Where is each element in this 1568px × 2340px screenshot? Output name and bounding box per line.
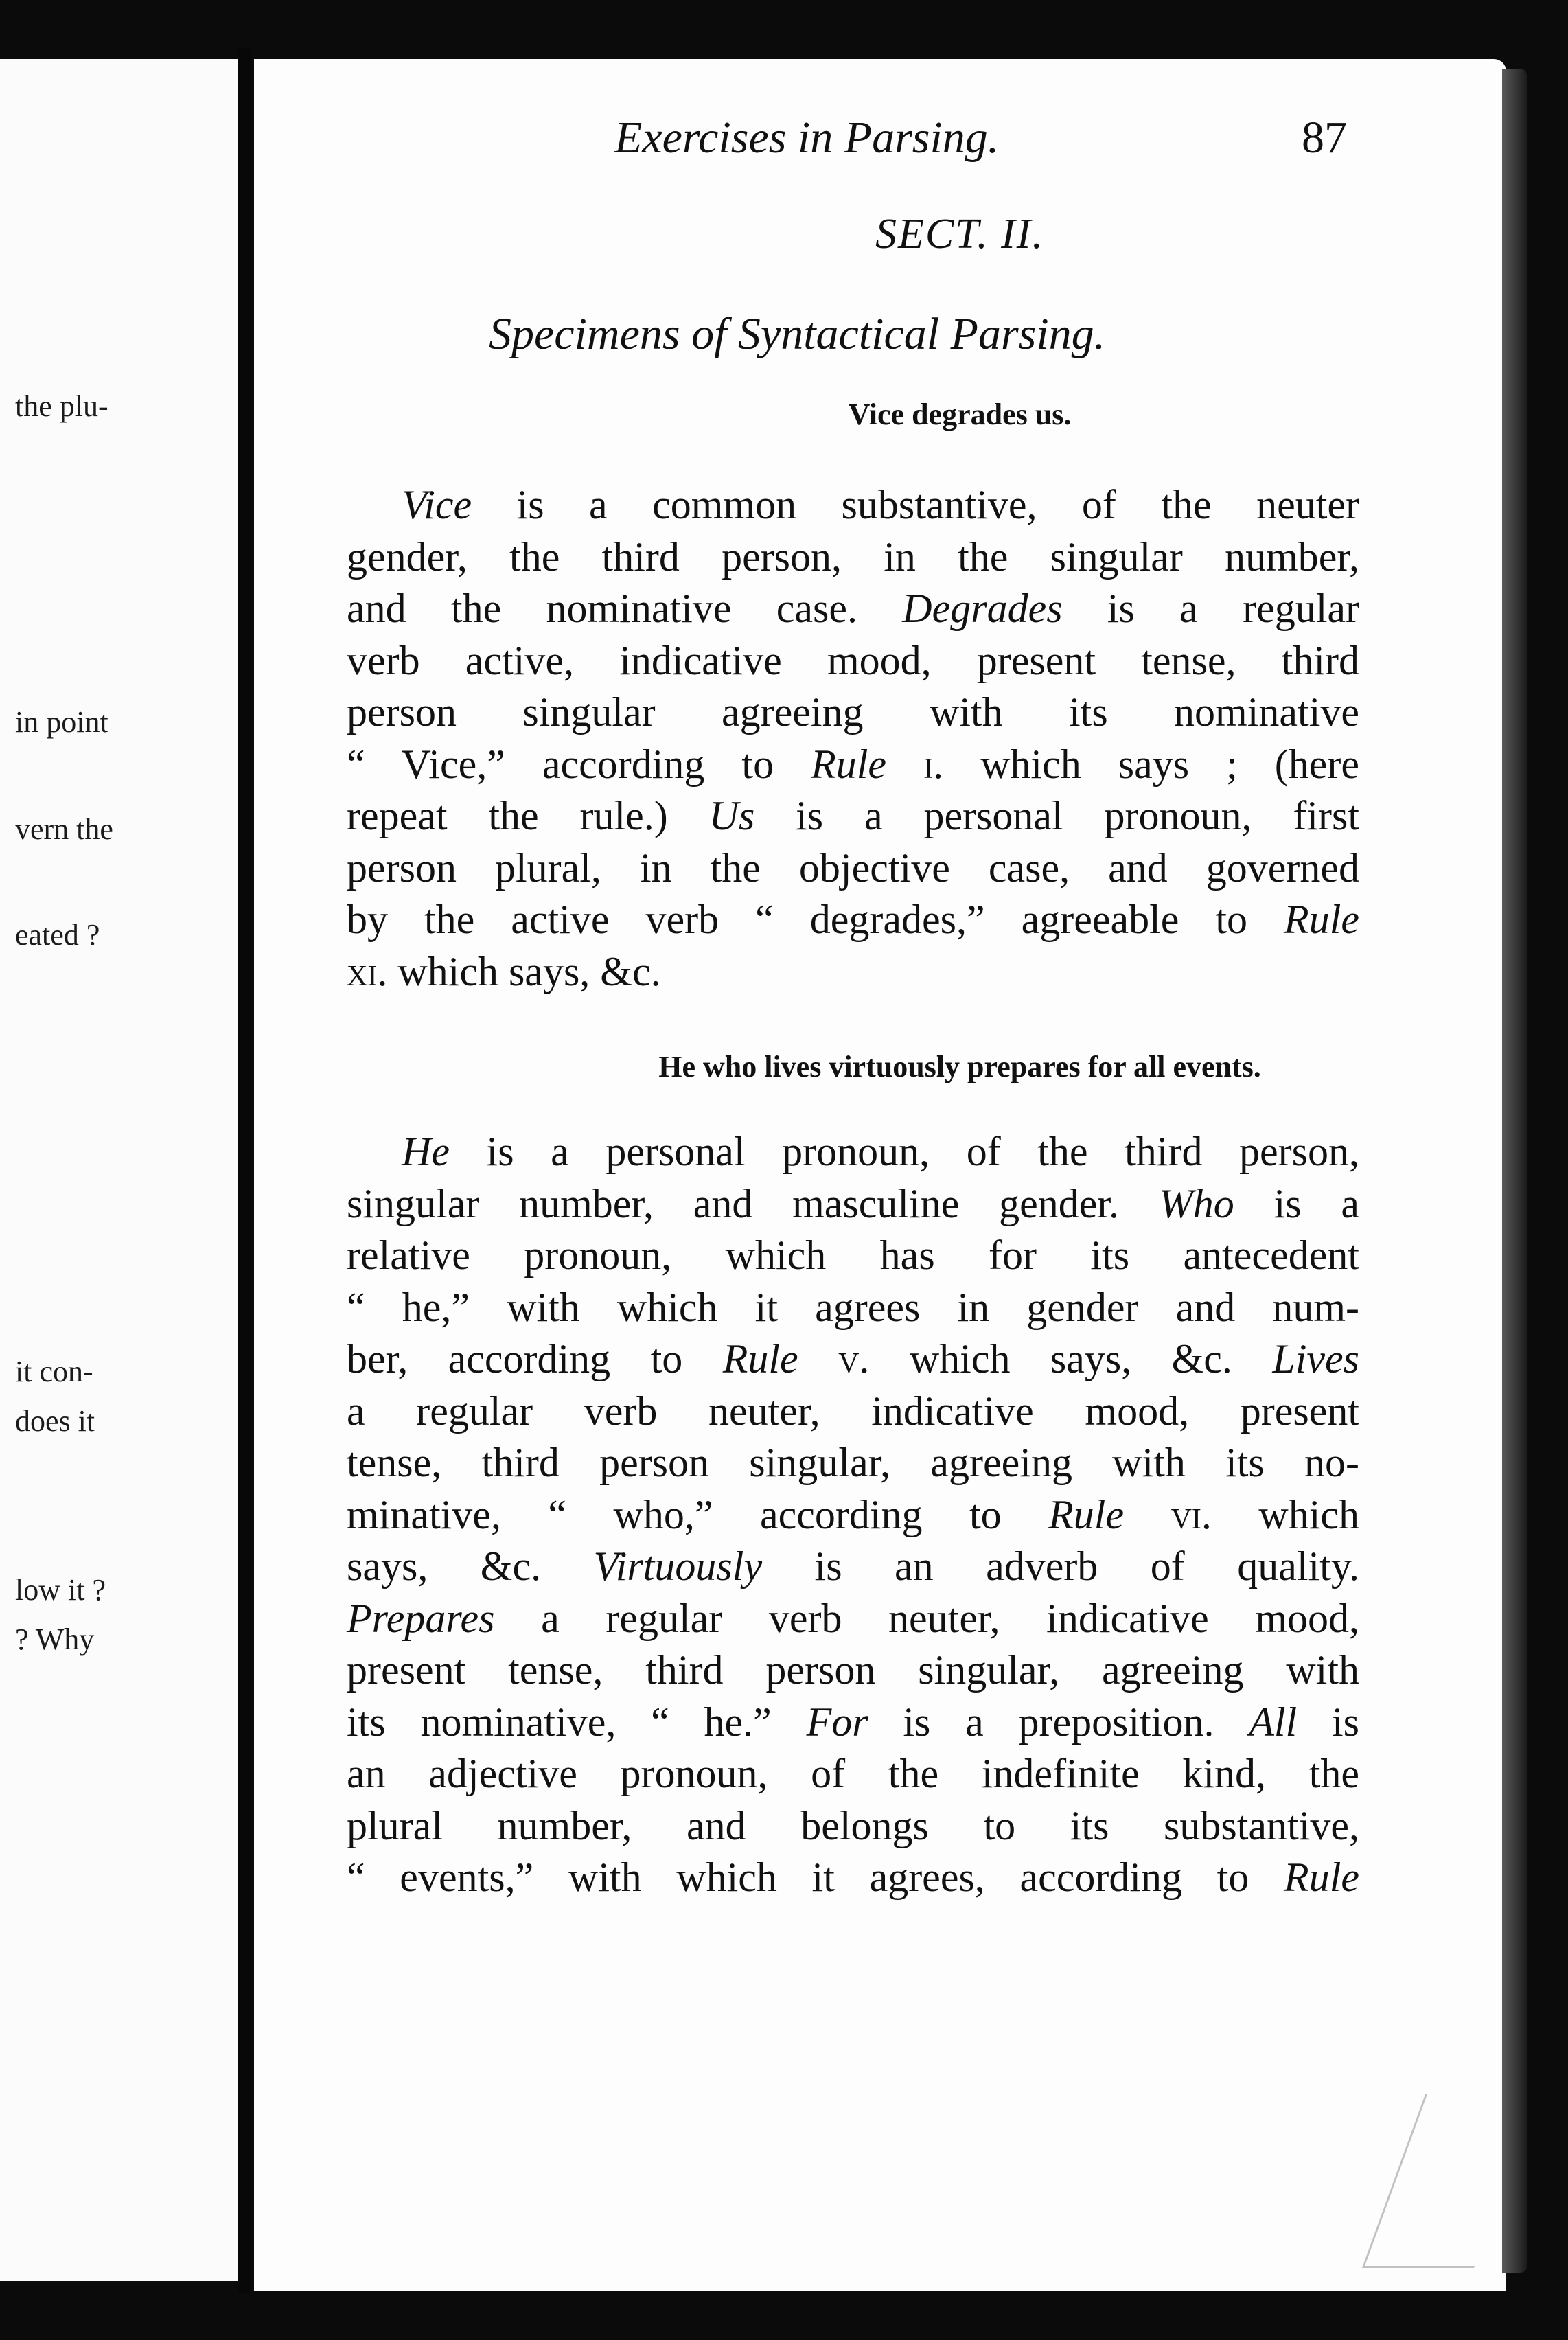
italic-term: All	[1249, 1699, 1298, 1745]
parsing-paragraph-2	[347, 1126, 1359, 1904]
text-run: which says ; (here	[943, 741, 1359, 787]
text-run: an adjective pronoun, of the indefinite kind, the	[347, 1751, 1359, 1796]
text-run: “ events,” with which it agrees, according to	[347, 1855, 1284, 1900]
text-run: which says, &c.	[387, 948, 661, 994]
text-run: person singular agreeing with its nominative	[347, 689, 1359, 735]
text-run: ber, according to	[347, 1336, 723, 1381]
text-run: and the nominative case.	[347, 586, 903, 631]
text-line	[347, 1386, 1359, 1438]
page-number: 87	[1302, 113, 1347, 163]
italic-term: Rule	[811, 741, 887, 787]
text-run: a regular verb neuter, indicative mood,	[494, 1595, 1359, 1641]
text-line	[347, 842, 1359, 895]
italic-term: Vice	[402, 482, 472, 527]
italic-term: Rule	[1048, 1491, 1125, 1537]
text-line	[347, 1178, 1359, 1230]
left-page-fragment: in point	[15, 705, 108, 739]
previous-page-sliver	[0, 59, 238, 2281]
text-line	[347, 1126, 1359, 1178]
rule-numeral: vi.	[1171, 1491, 1212, 1537]
text-run: singular number, and masculine gender.	[347, 1180, 1159, 1226]
text-line	[347, 1282, 1359, 1334]
text-run: is an adverb of quality.	[762, 1544, 1359, 1589]
italic-term: He	[402, 1129, 450, 1174]
left-page-fragment: low it ?	[15, 1573, 106, 1607]
text-run	[798, 1336, 838, 1381]
text-run: minative, “ who,” according to	[347, 1491, 1049, 1537]
text-run: is a	[1234, 1180, 1359, 1226]
text-run: verb active, indicative mood, present tense, third	[347, 637, 1359, 683]
left-page-fragment: ? Why	[15, 1622, 95, 1656]
book-gutter	[238, 48, 251, 2293]
text-run: which says, &c.	[869, 1336, 1273, 1381]
left-page-fragment: the plu-	[15, 389, 108, 423]
italic-term: Rule	[1284, 897, 1359, 942]
text-run: says, &c.	[347, 1544, 594, 1589]
left-page-fragment: eated ?	[15, 918, 100, 952]
text-run: person plural, in the objective case, and governed	[347, 845, 1359, 891]
text-line	[347, 1748, 1359, 1800]
text-run: is a personal pronoun, of the third person,	[449, 1129, 1359, 1174]
italic-term: Rule	[722, 1336, 798, 1381]
text-line	[347, 635, 1359, 687]
text-run: gender, the third person, in the singular number,	[347, 534, 1359, 580]
text-line	[347, 790, 1359, 842]
italic-term: Virtuously	[593, 1544, 763, 1589]
rule-numeral: xi.	[347, 948, 388, 994]
text-run: by the active verb “ degrades,” agreeable to	[347, 897, 1284, 942]
text-line	[347, 894, 1359, 946]
text-line	[347, 1333, 1359, 1386]
text-line	[347, 739, 1359, 791]
text-line	[347, 1541, 1359, 1593]
text-run: is a personal pronoun, first	[754, 793, 1359, 838]
text-run: “ Vice,” according to	[347, 741, 811, 787]
rule-numeral: v.	[838, 1336, 870, 1381]
text-line	[347, 479, 1359, 531]
parsing-paragraph-1	[347, 479, 1359, 998]
text-run: tense, third person singular, agreeing with its no-	[347, 1440, 1359, 1485]
italic-term: Us	[708, 793, 755, 838]
text-line	[347, 583, 1359, 635]
running-title: Exercises in Parsing.	[614, 113, 1000, 163]
text-run: repeat the rule.)	[347, 793, 709, 838]
text-run: plural number, and belongs to its substantive,	[347, 1802, 1359, 1848]
text-line	[347, 1697, 1359, 1749]
text-run: which	[1211, 1491, 1359, 1537]
left-page-fragment: does it	[15, 1404, 95, 1438]
text-run: a regular verb neuter, indicative mood, present	[347, 1388, 1359, 1434]
text-run	[1124, 1492, 1171, 1537]
text-line	[347, 687, 1359, 739]
section-label: SECT. II.	[875, 211, 1044, 257]
text-line	[347, 946, 1359, 998]
text-line	[347, 1489, 1359, 1541]
text-line	[347, 1230, 1359, 1282]
italic-term: Degrades	[902, 586, 1063, 631]
text-run: is a common substantive, of the neuter	[472, 482, 1359, 527]
text-run: relative pronoun, which has for its antecedent	[347, 1232, 1359, 1278]
text-run: “ he,” with which it agrees in gender and num-	[347, 1284, 1359, 1330]
text-run: its nominative, “ he.”	[347, 1699, 807, 1745]
italic-term: Prepares	[347, 1595, 495, 1641]
italic-term: Lives	[1272, 1336, 1360, 1381]
italic-term: For	[806, 1699, 868, 1745]
italic-term: Who	[1158, 1180, 1234, 1226]
text-run	[886, 742, 923, 787]
example-sentence-2: He who lives virtuously prepares for all events.	[658, 1050, 1261, 1083]
example-sentence-1: Vice degrades us.	[848, 398, 1072, 431]
section-title: Specimens of Syntactical Parsing.	[489, 309, 1106, 359]
text-line	[347, 1644, 1359, 1697]
text-line	[347, 531, 1359, 584]
text-line	[347, 1852, 1359, 1904]
rule-numeral: i.	[923, 741, 944, 787]
text-run: is	[1297, 1699, 1359, 1745]
text-run: is a regular	[1062, 586, 1359, 631]
left-page-fragment: it con-	[15, 1355, 93, 1388]
text-run: present tense, third person singular, agreeing with	[347, 1647, 1359, 1693]
text-line	[347, 1593, 1359, 1645]
text-line	[347, 1800, 1359, 1852]
text-run: is a preposition.	[868, 1699, 1249, 1745]
text-line	[347, 1437, 1359, 1489]
italic-term: Rule	[1284, 1855, 1359, 1900]
left-page-fragment: vern the	[15, 812, 113, 846]
